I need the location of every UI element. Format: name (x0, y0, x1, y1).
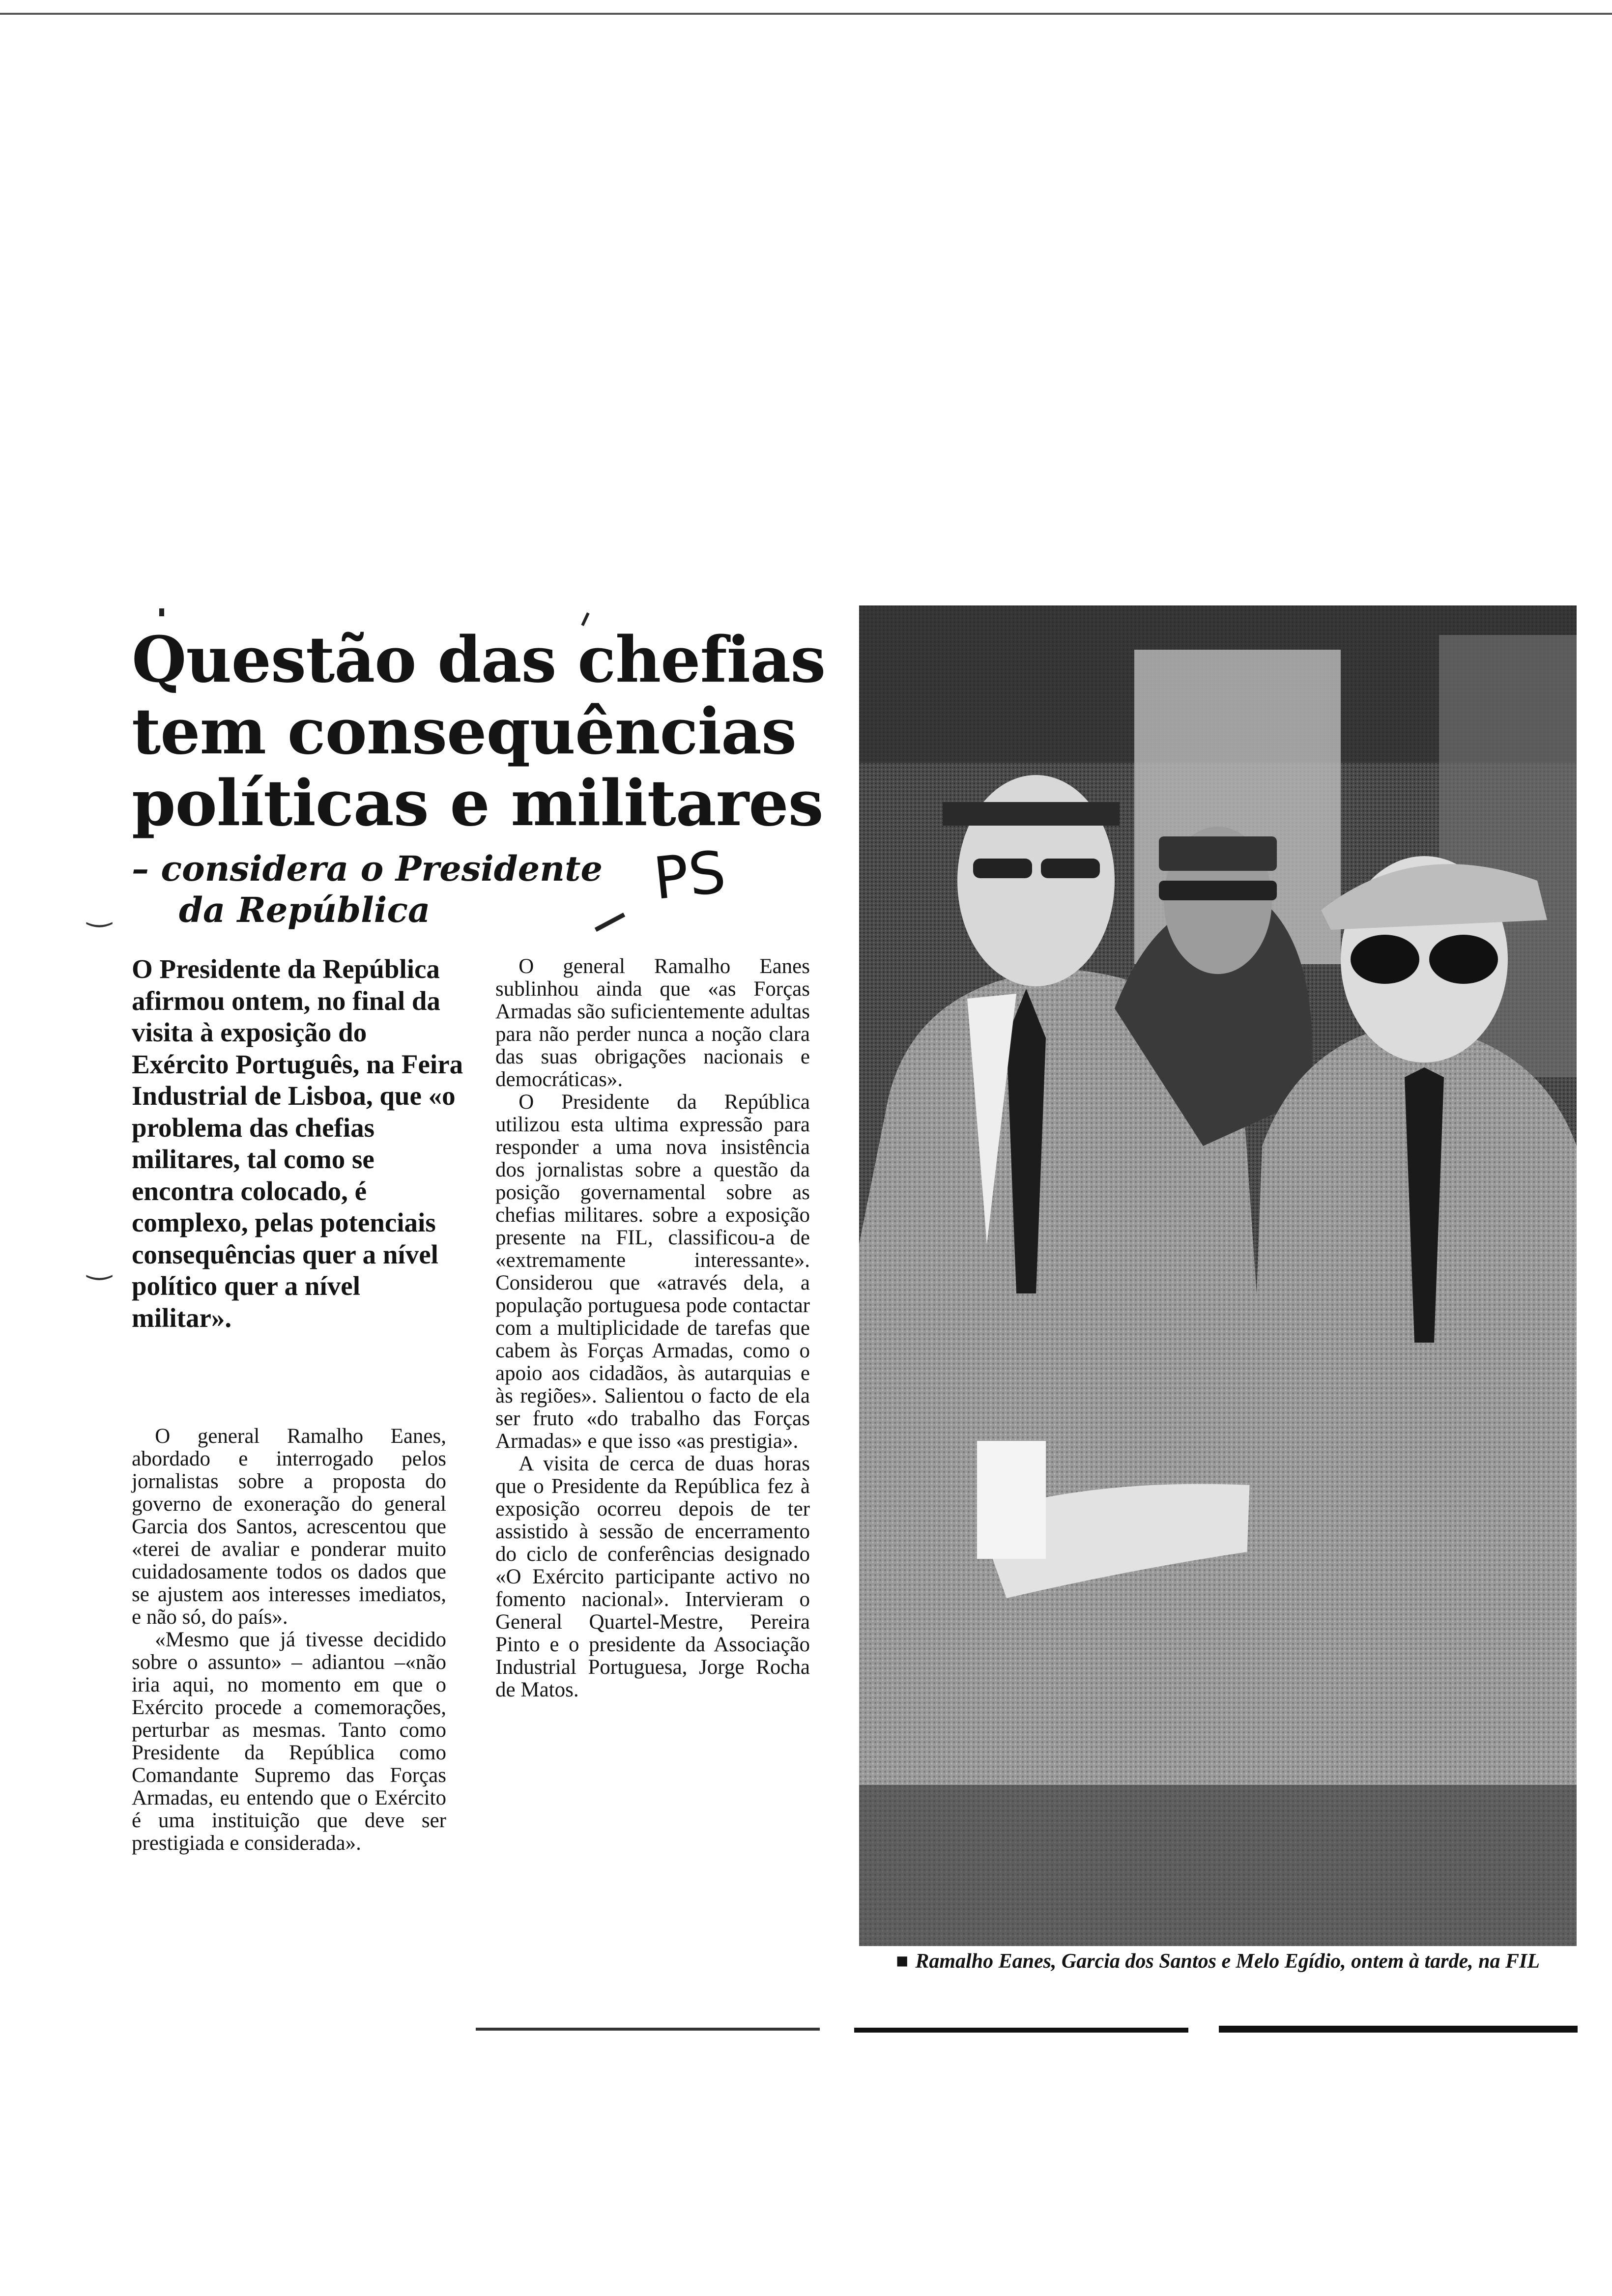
body-paragraph: O general Ramalho Eanes, abordado e interrogado pelos jornalistas sobre a proposta do governo de exoneração do general Garcia dos Santos, acrescentou que «terei de avaliar e ponderar muito cuidadosamente todos os dados que se ajustem aos interesses imediatos, e não só, do país». (132, 1425, 446, 1629)
subheadline (132, 848, 672, 931)
photo-illustration (859, 605, 1577, 1946)
scan-top-edge (0, 13, 1612, 15)
column-rule (854, 2028, 1188, 2033)
body-column-2 (495, 955, 810, 1701)
photo-caption (859, 1949, 1577, 1974)
handwritten-annotation: PS (650, 837, 729, 913)
column-rule (1219, 2026, 1578, 2033)
caption-text: Ramalho Eanes, Garcia dos Santos e Melo Egídio, ontem à tarde, na FIL (915, 1950, 1540, 1973)
column-rule (476, 2028, 820, 2031)
body-paragraph: A visita de cerca de duas horas que o Presidente da República fez à exposição ocorreu depois de ter assistido à sessão de encerramento do ciclo de conferências designado «O Exército participante activo no fomento nacional». Intervieram o General Quartel-Mestre, Pereira Pinto e o presidente da Associação Industrial Portuguesa, Jorge Rocha de Matos. (495, 1452, 810, 1701)
news-photo (859, 605, 1577, 1946)
scan-speck (159, 608, 164, 616)
body-paragraph: O general Ramalho Eanes sublinhou ainda que «as Forças Armadas são suficientemente adultas para não perder nunca a noção clara das suas obrigações nacionais e democráticas». (495, 955, 810, 1091)
lead-paragraph: O Presidente da República afirmou ontem, no final da visita à exposição do Exército Português, na Feira Industrial de Lisboa, que «o problema das chefias militares, tal como se encontra colocado, é complexo, pelas potenciais consequências quer a nível político quer a nível militar». (132, 954, 463, 1333)
headline (132, 624, 844, 839)
body-paragraph: «Mesmo que já tivesse decidido sobre o assunto» – adiantou –«não iria aqui, no momento em que o Exército procede a comemorações, perturbar as mesmas. Tanto como Presidente da República como Comandante Supremo das Forças Armadas, eu entendo que o Exército é uma instituição que deve ser prestigiada e considerada». (132, 1628, 446, 1855)
body-column-1 (132, 1425, 446, 1855)
headline-line: políticas e militares (132, 767, 823, 840)
headline-line: Questão das chefias (132, 623, 826, 697)
headline-line: tem consequências (132, 695, 797, 769)
subheadline-line: – considera o Presidente (132, 848, 603, 889)
margin-mark: ‿ (87, 893, 112, 928)
body-paragraph: O Presidente da República utilizou esta ultima expressão para responder a uma nova insistência dos jornalistas sobre a questão da posição governamental sobre as chefias militares. sobre a exposição presente na FIL, classificou-a de «extremamente interessante». Considerou que «através dela, a população portuguesa pode contactar com a multiplicidade de tarefas que cabem às Forças Armadas, como o apoio aos cidadãos, às autarquias e às regiões». Salientou o facto de ela ser fruto «do trabalho das Forças Armadas» e que isso «as prestigia». (495, 1091, 810, 1453)
subheadline-line: da República (179, 890, 431, 930)
margin-mark: ‿ (87, 1246, 112, 1281)
caption-bullet-icon: ■ (895, 1950, 909, 1973)
